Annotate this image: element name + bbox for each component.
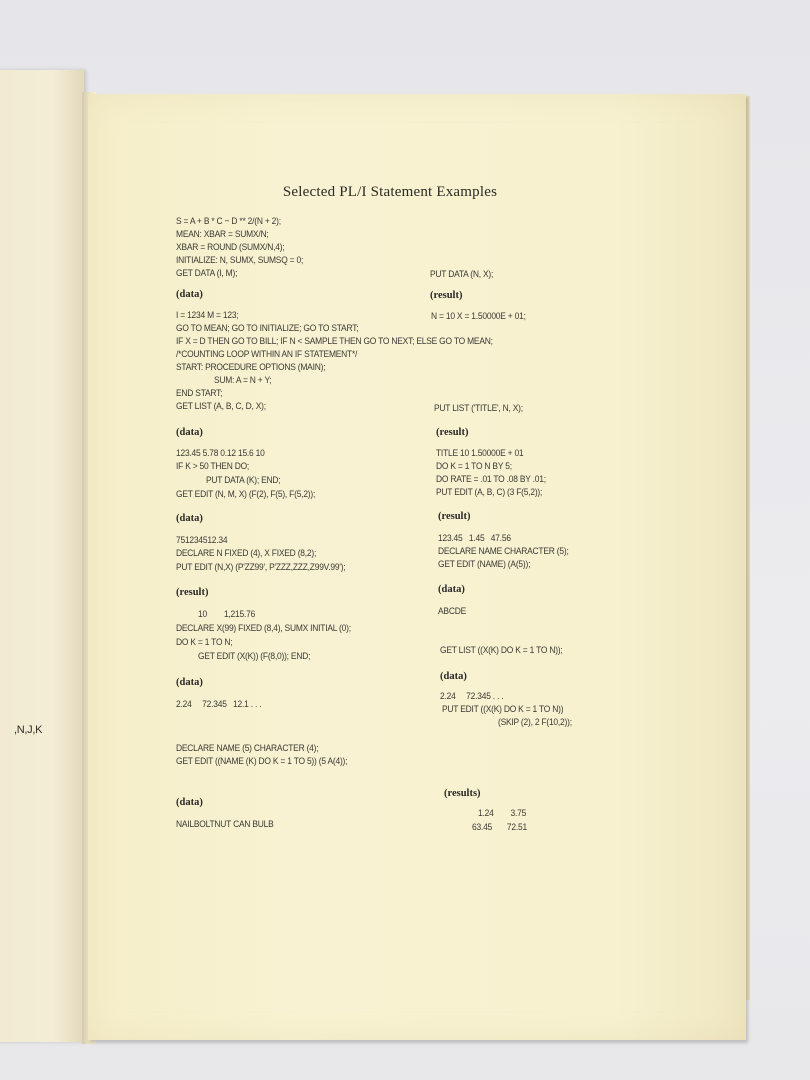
code-line: 123.45 5.78 0.12 15.6 10 — [176, 448, 265, 459]
code-line: GET LIST ((X(K) DO K = 1 TO N)); — [440, 645, 563, 656]
data-label: (data) — [176, 513, 203, 524]
code-line: I = 1234 M = 123; — [176, 310, 239, 321]
code-line: DECLARE NAME CHARACTER (5); — [438, 546, 569, 557]
code-line: GET DATA (I, M); — [176, 268, 238, 279]
code-line: IF X = D THEN GO TO BILL; IF N < SAMPLE THEN GO TO NEXT; ELSE GO TO MEAN; — [176, 336, 493, 347]
code-line: GET EDIT (NAME) (A(5)); — [438, 559, 531, 570]
data-label: (data) — [438, 584, 465, 595]
code-line: PUT EDIT (A, B, C) (3 F(5,2)); — [436, 487, 543, 498]
code-line: S = A + B * C − D ** 2/(N + 2); — [176, 216, 281, 227]
code-line: IF K > 50 THEN DO; — [176, 461, 250, 472]
left-page-edge-text: ,N,J,K — [14, 724, 43, 736]
code-line: PUT LIST ('TITLE', N, X); — [434, 403, 523, 414]
page-edge — [746, 96, 750, 1000]
data-label: (data) — [176, 289, 203, 300]
code-line: PUT EDIT ((X(K) DO K = 1 TO N)) — [442, 704, 564, 715]
result-label: (result) — [430, 290, 463, 301]
code-line: DECLARE NAME (5) CHARACTER (4); — [176, 743, 319, 754]
code-line: 2.24 72.345 12.1 . . . — [176, 699, 262, 710]
code-line: (SKIP (2), 2 F(10,2)); — [498, 717, 572, 728]
code-line: GET EDIT ((NAME (K) DO K = 1 TO 5)) (5 A(4)); — [176, 756, 348, 767]
results-label: (results) — [444, 788, 481, 799]
code-line: PUT EDIT (N,X) (P'ZZ99', P'ZZZ,ZZZ,Z99V.99'); — [176, 562, 346, 573]
code-line: /*COUNTING LOOP WITHIN AN IF STATEMENT*/ — [176, 349, 358, 360]
code-line: N = 10 X = 1.50000E + 01; — [431, 311, 526, 322]
code-line: ABCDE — [438, 606, 466, 617]
code-line: 10 1,215.76 — [198, 609, 256, 620]
page-title: Selected PL/I Statement Examples — [282, 184, 498, 200]
data-label: (data) — [176, 677, 203, 688]
data-label: (data) — [176, 427, 203, 438]
code-line: 1.24 3.75 — [478, 808, 527, 819]
code-line: GET EDIT (X(K)) (F(8,0)); END; — [198, 651, 311, 662]
code-line: GO TO MEAN; GO TO INITIALIZE; GO TO START; — [176, 323, 359, 334]
code-line: DO K = 1 TO N; — [176, 637, 233, 648]
result-label: (result) — [436, 427, 469, 438]
result-label: (result) — [438, 511, 471, 522]
code-line: END START; — [176, 388, 223, 399]
code-line: 2.24 72.345 . . . — [440, 691, 504, 702]
left-page — [0, 70, 84, 1042]
code-line: DECLARE X(99) FIXED (8,4), SUMX INITIAL (0); — [176, 623, 351, 634]
code-line: DO RATE = .01 TO .08 BY .01; — [436, 474, 546, 485]
code-line: PUT DATA (K); END; — [206, 475, 281, 486]
data-label: (data) — [176, 797, 203, 808]
code-line: XBAR = ROUND (SUMX/N,4); — [176, 242, 285, 253]
code-line: MEAN: XBAR = SUMX/N; — [176, 229, 269, 240]
code-line: GET EDIT (N, M, X) (F(2), F(5), F(5,2)); — [176, 489, 316, 500]
code-line: NAILBOLTNUT CAN BULB — [176, 819, 274, 830]
code-line: GET LIST (A, B, C, D, X); — [176, 401, 266, 412]
code-line: 123.45 1.45 47.56 — [438, 533, 511, 544]
code-line: DO K = 1 TO N BY 5; — [436, 461, 512, 472]
code-line: INITIALIZE: N, SUMX, SUMSQ = 0; — [176, 255, 304, 266]
data-label: (data) — [440, 671, 467, 682]
code-line: 63.45 72.51 — [472, 822, 527, 833]
code-line: PUT DATA (N, X); — [430, 269, 494, 280]
code-line: TITLE 10 1.50000E + 01 — [436, 448, 524, 459]
code-line: 751234512.34 — [176, 535, 228, 546]
code-line: SUM: A = N + Y; — [214, 375, 272, 386]
result-label: (result) — [176, 587, 209, 598]
code-line: START: PROCEDURE OPTIONS (MAIN); — [176, 362, 326, 373]
code-line: DECLARE N FIXED (4), X FIXED (8,2); — [176, 548, 317, 559]
